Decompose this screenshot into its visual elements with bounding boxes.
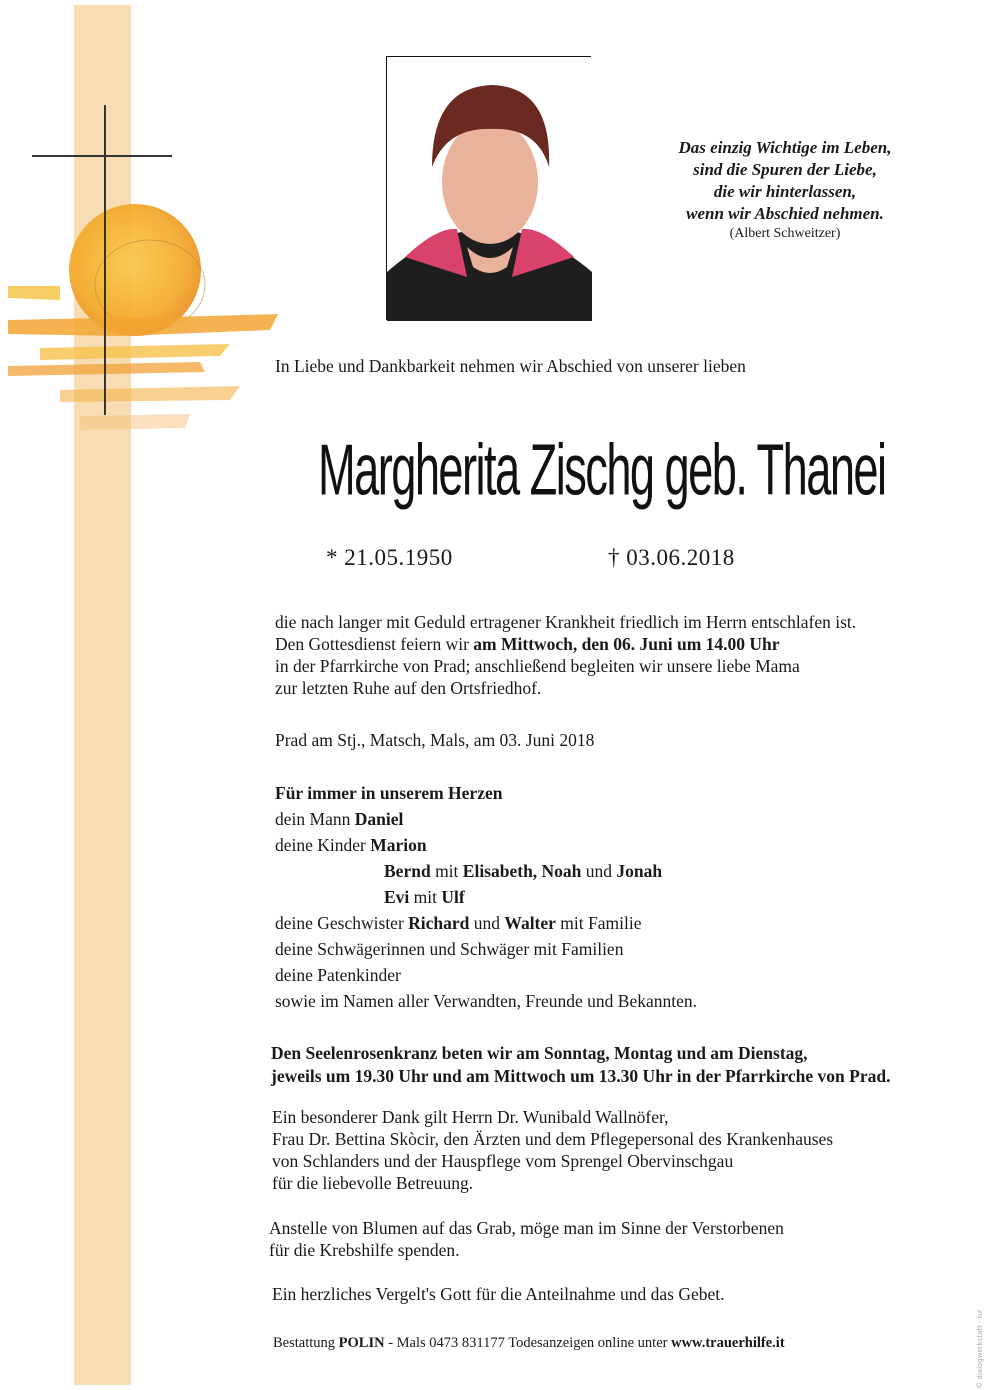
flowers-line: für die Krebshilfe spenden. [269,1240,460,1260]
sun-shape [69,204,201,336]
family-godchildren: deine Patenkinder [275,965,401,985]
flowers-paragraph [269,1217,784,1261]
family-child: Bernd mit Elisabeth, Noah und Jonah [384,861,663,881]
family-list [275,780,697,1014]
intro-text: In Liebe und Dankbarkeit nehmen wir Abschied von unserer lieben [275,356,746,376]
family-husband: dein Mann Daniel [275,809,404,829]
family-inlaws: deine Schwägerinnen und Schwäger mit Familien [275,939,624,959]
cross-sun-decoration [0,90,290,470]
thanks-line: für die liebevolle Betreuung. [272,1173,474,1193]
quote-author: (Albert Schweitzer) [729,226,841,241]
family-children: deine Kinder Marion [275,835,427,855]
announcement-paragraph [275,611,856,699]
reflection-strokes [8,286,60,300]
quote-line: die wir hinterlassen, [713,182,857,201]
thanks-line: Ein besonderer Dank gilt Herrn Dr. Wunibald Wallnöfer, [272,1107,669,1127]
rosary-notice [271,1042,890,1087]
paragraph-line [275,633,856,655]
funeral-home-name: POLIN [338,1335,385,1351]
copyright-note: © dialogwerkstatt - bz [976,1310,984,1389]
paragraph-line: in der Pfarrkirche von Prad; anschließend begleiten wir unsere liebe Mama [275,656,800,676]
family-siblings: deine Geschwister Richard und Walter mit Familie [275,913,642,933]
family-relatives: sowie im Namen aller Verwandten, Freunde und Bekannten. [275,991,697,1011]
rosary-line: Den Seelenrosenkranz beten wir am Sonntag, Montag und am Dienstag, [271,1043,808,1063]
death-date: † 03.06.2018 [608,545,735,570]
quote-line: wenn wir Abschied nehmen. [686,204,884,223]
rosary-line: jeweils um 19.30 Uhr und am Mittwoch um 13.30 Uhr in der Pfarrkirche von Prad. [271,1065,891,1086]
paragraph-line: zur letzten Ruhe auf den Ortsfriedhof. [275,678,542,698]
quote-block [640,137,930,243]
flowers-line: Anstelle von Blumen auf das Grab, möge man im Sinne der Verstorbenen [269,1218,784,1238]
deceased-name: Margherita Zischg geb. Thanei [318,429,886,511]
quote-line: sind die Spuren der Liebe, [693,160,877,179]
service-time: am Mittwoch, den 06. Juni um 14.00 Uhr [473,634,780,654]
thanks-paragraph [272,1106,833,1194]
final-thanks: Ein herzliches Vergelt's Gott für die Anteilnahme und das Gebet. [272,1284,725,1304]
portrait-photo [386,56,591,320]
quote-line: Das einzig Wichtige im Leben, [678,138,892,157]
thanks-line: Frau Dr. Bettina Skòcir, den Ärzten und dem Pflegepersonal des Krankenhauses [272,1129,834,1149]
thanks-line: von Schlanders und der Hauspflege vom Sprengel Obervinschgau [272,1151,734,1171]
service-text: Den Gottesdienst feiern wir [275,634,474,654]
place-date: Prad am Stj., Matsch, Mals, am 03. Juni 2018 [275,730,595,750]
family-heading: Für immer in unserem Herzen [275,783,503,803]
family-child: Evi mit Ulf [384,887,465,907]
website-link[interactable]: www.trauerhilfe.it [671,1335,785,1351]
footer: Bestattung POLIN - Mals 0473 831177 Todesanzeigen online unter www.trauerhilfe.it [273,1335,785,1351]
paragraph-line: die nach langer mit Geduld ertragener Krankheit friedlich im Herrn entschlafen ist. [275,612,857,632]
birth-date: * 21.05.1950 [326,545,453,570]
